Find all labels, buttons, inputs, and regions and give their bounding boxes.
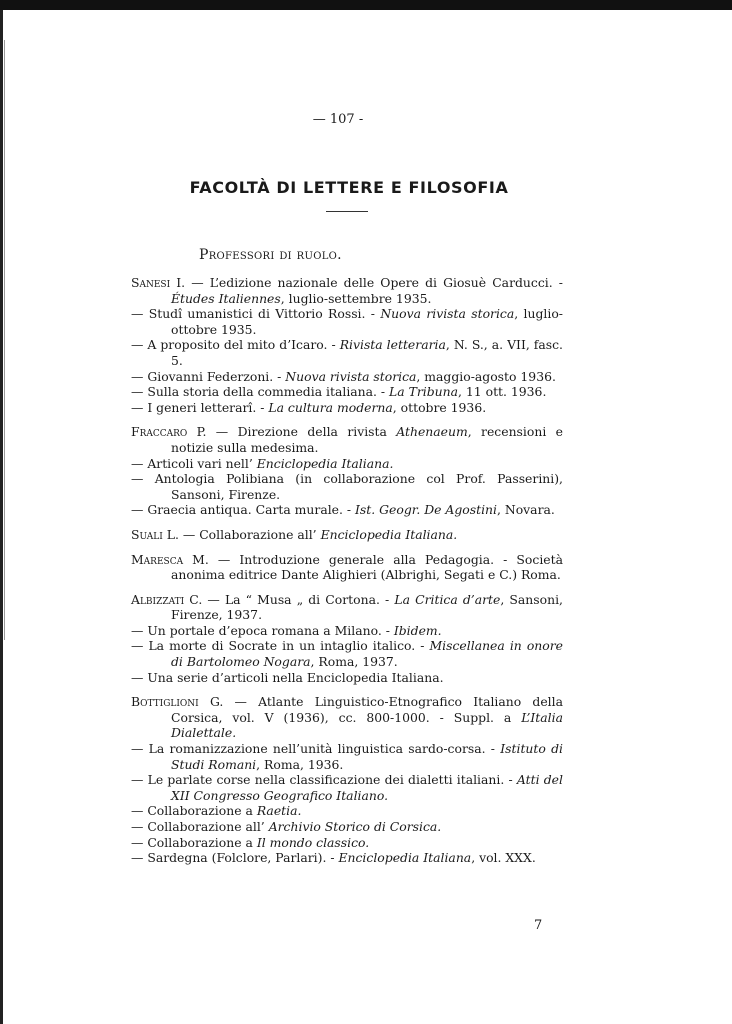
scan-left-border <box>0 10 3 1024</box>
entry-text: — Sardegna (Folclore, Parlari). - <box>131 850 339 866</box>
entry-text: , vol. XXX. <box>471 850 536 866</box>
bibliography-entry <box>131 424 563 518</box>
publication-title: Archivio Storico di Corsica. <box>268 819 442 834</box>
publication-title: Études Italiennes <box>171 290 281 306</box>
publication-title: Nuova rivista storica <box>380 306 515 322</box>
entry-text: — Collaborazione a <box>131 803 257 819</box>
entry-text: — Direzione della rivista <box>206 424 397 440</box>
page-title: FACOLTÀ DI LETTERE E FILOSOFIA <box>189 178 509 197</box>
entry-text: , luglio-settembre 1935. <box>280 290 432 306</box>
publication-title: Enciclopedia Italiana <box>338 850 472 866</box>
publication-title: L’Italia Dialettale. <box>171 709 563 741</box>
entry-text: , luglio-ottobre 1935. <box>171 306 563 337</box>
publication-title: Miscellanea in onore di Bartolomeo Nogara <box>171 638 563 670</box>
entry-text: , Novara. <box>497 502 555 518</box>
publication-title: La cultura moderna <box>268 399 393 415</box>
entry-line <box>131 275 563 306</box>
entry-text: — Giovanni Federzoni. - <box>131 368 286 384</box>
entry-text: , maggio-agosto 1936. <box>416 368 556 384</box>
author-name: Albizzati C. <box>131 591 203 607</box>
publication-title: Rivista letteraria <box>339 337 446 353</box>
page-number: — 107 - <box>312 112 364 127</box>
author-name: Sanesi I. <box>131 275 186 290</box>
bibliography-entry <box>131 275 563 415</box>
entry-text: — Le parlate corse nella classificazione dei dialetti italiani. - <box>131 772 517 788</box>
scan-left-edge-mark <box>4 40 5 640</box>
entry-line <box>131 835 563 851</box>
entry-text: , 11 ott. 1936. <box>458 384 547 400</box>
publication-title: Atti del XII Congresso Geografico Italiano. <box>171 772 563 803</box>
bibliography-list <box>131 275 563 875</box>
entry-text: — I generi letterarî. - <box>131 399 269 415</box>
entry-text: — La “ Musa „ di Cortona. - <box>202 591 395 607</box>
entry-line <box>131 592 563 623</box>
entry-text: — Collaborazione a <box>131 834 257 850</box>
publication-title: Enciclopedia Italiana. <box>320 526 458 542</box>
entry-text: — Antologia Polibiana (in collaborazione col Prof. Passerini), Sansoni, Firenze. <box>131 471 563 502</box>
publication-title: Athenaeum <box>396 424 468 440</box>
entry-line <box>131 471 563 502</box>
author-name: Bottiglioni G. <box>131 694 224 710</box>
publication-title: Il mondo classico. <box>256 834 370 850</box>
entry-line <box>131 623 563 639</box>
entry-text: — La romanizzazione nell’unità linguistica sardo-corsa. - <box>131 741 501 757</box>
entry-text: , Roma, 1937. <box>310 654 398 670</box>
publication-title: Enciclopedia Italiana. <box>256 455 394 471</box>
entry-line <box>131 552 563 583</box>
entry-line <box>131 337 563 368</box>
publication-title: La Critica d’arte <box>394 591 501 607</box>
entry-line <box>131 384 563 400</box>
entry-text: , Sansoni, Firenze, 1937. <box>171 591 563 623</box>
entry-text: , N. S., a. VII, fasc. 5. <box>171 337 563 368</box>
bibliography-entry <box>131 527 563 543</box>
entry-line <box>131 772 563 803</box>
entry-line <box>131 670 563 686</box>
bibliography-entry <box>131 592 563 686</box>
entry-text: — Collaborazione all’ <box>131 819 269 834</box>
author-name: Suali L. <box>131 526 179 542</box>
entry-text: — Una serie d’articoli nella Enciclopedia Italiana. <box>131 669 444 685</box>
entry-text: — Atlante Linguistico-Etnografico Italiano della Corsica, vol. V (1936), cc. 800-1000. - Suppl. a <box>171 694 563 725</box>
entry-line <box>131 424 563 455</box>
publication-title: Nuova rivista storica <box>285 368 417 384</box>
publication-title: La Tribuna <box>389 384 459 400</box>
entry-text: — Introduzione generale alla Pedagogia. - Società anonima editrice Dante Alighieri (Albrighi, Segati e C.) Roma. <box>171 551 563 583</box>
publication-title: Ibidem. <box>393 622 442 638</box>
entry-line <box>131 819 563 835</box>
section-heading: Professori di ruolo. <box>199 247 342 263</box>
entry-line <box>131 694 563 741</box>
entry-text: — L’edizione nazionale delle Opere di Giosuè Carducci. - <box>185 275 563 290</box>
entry-text: — A proposito del mito d’Icaro. - <box>131 337 340 353</box>
publication-title: Istituto di Studi Romani <box>171 741 563 772</box>
entry-text: — Graecia antiqua. Carta murale. - <box>131 502 356 518</box>
title-rule <box>326 211 368 212</box>
publication-title: Raetia. <box>256 803 302 819</box>
scan-top-border <box>0 0 732 10</box>
entry-text: — Un portale d’epoca romana a Milano. - <box>131 622 394 638</box>
entry-text: — La morte di Socrate in un intaglio italico. - <box>131 638 430 654</box>
entry-line <box>131 502 563 518</box>
entry-text: — Studî umanistici di Vittorio Rossi. - <box>131 306 381 322</box>
entry-text: — Articoli vari nell’ <box>131 455 257 471</box>
entry-line <box>131 456 563 472</box>
signature-mark: 7 <box>534 918 543 933</box>
bibliography-entry <box>131 552 563 583</box>
bibliography-entry <box>131 694 563 866</box>
entry-text: , ottobre 1936. <box>392 399 487 415</box>
entry-line <box>131 638 563 669</box>
publication-title: Ist. Geogr. De Agostini <box>355 502 497 518</box>
entry-line <box>131 400 563 416</box>
entry-line <box>131 803 563 819</box>
entry-line <box>131 527 563 543</box>
entry-line <box>131 850 563 866</box>
author-name: Fraccaro P. <box>131 424 207 440</box>
entry-line <box>131 369 563 385</box>
entry-line <box>131 306 563 337</box>
entry-line <box>131 741 563 772</box>
author-name: Maresca M. <box>131 551 209 567</box>
entry-text: — Collaborazione all’ <box>178 526 321 542</box>
entry-text: — Sulla storia della commedia italiana. - <box>131 384 390 400</box>
entry-text: , recensioni e notizie sulla medesima. <box>171 424 563 455</box>
entry-text: , Roma, 1936. <box>256 756 344 772</box>
